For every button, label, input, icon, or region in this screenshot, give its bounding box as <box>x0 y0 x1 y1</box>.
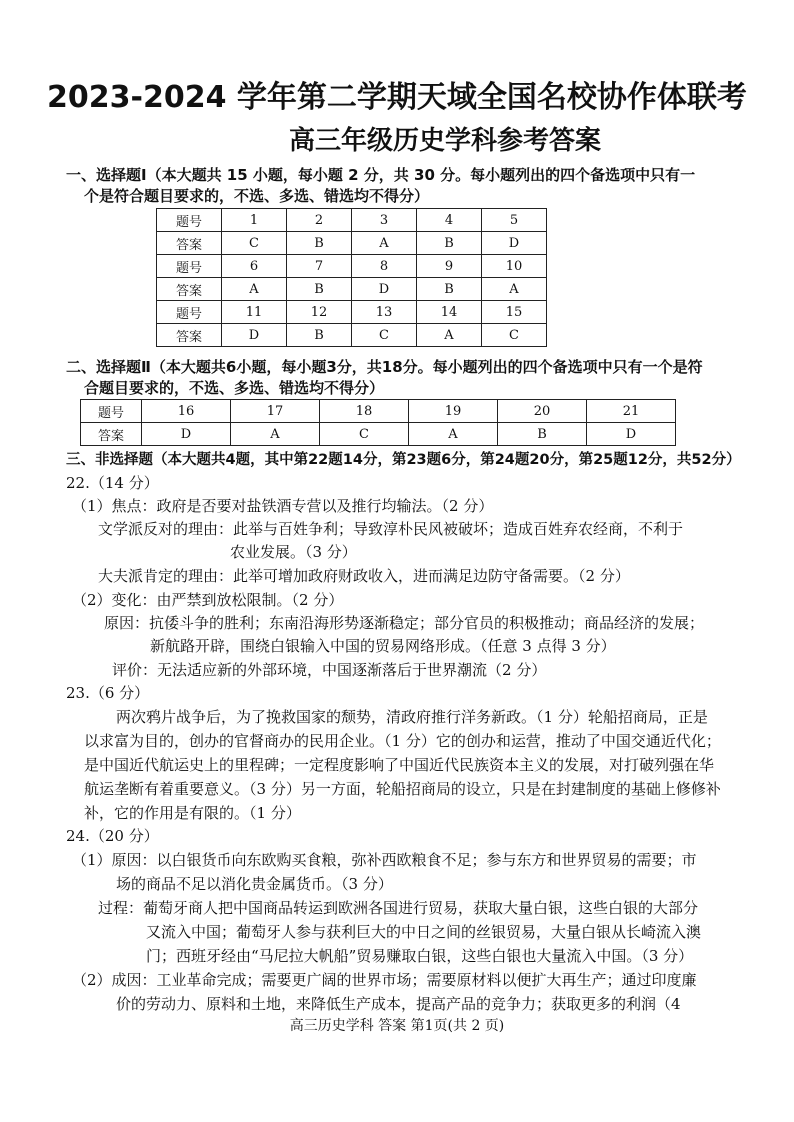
section1-heading-line1: 一、选择题Ⅰ（本大题共 15 小题，每小题 2 分，共 30 分。每小题列出的四个备选项中只有一 <box>66 166 696 184</box>
table-cell: 题号 <box>157 209 222 232</box>
q24-part1-reason-cont: 场的商品不足以消化贵金属货币。（3 分） <box>116 875 393 893</box>
table-cell: 4 <box>417 209 482 232</box>
table-cell: 8 <box>352 255 417 278</box>
table-cell: C <box>222 232 287 255</box>
q24-part2-cause-cont: 价的劳动力、原料和土地，来降低生产成本，提高产品的竞争力；获取更多的利润（4 <box>116 995 681 1013</box>
table-cell: 答案 <box>157 278 222 301</box>
table-cell: C <box>352 324 417 347</box>
table-cell: B <box>417 278 482 301</box>
table-row <box>157 255 547 278</box>
table-cell: 20 <box>498 400 587 423</box>
table-cell: 5 <box>482 209 547 232</box>
table-row <box>157 232 547 255</box>
table-row <box>81 423 676 446</box>
table-cell: 答案 <box>157 232 222 255</box>
q24-part1-reason: （1）原因：以白银货币向东欧购买食粮，弥补西欧粮食不足；参与东方和世界贸易的需要；市 <box>72 851 697 869</box>
table-row <box>157 209 547 232</box>
table-cell: B <box>287 324 352 347</box>
table-cell: 19 <box>409 400 498 423</box>
table-cell: 16 <box>142 400 231 423</box>
table-cell: D <box>222 324 287 347</box>
section1-answer-table <box>156 208 547 347</box>
section2-heading-line1: 二、选择题Ⅱ（本大题共6小题，每小题3分，共18分。每小题列出的四个备选项中只有一个是符 <box>66 358 703 376</box>
q22-part2-change: （2）变化：由严禁到放松限制。（2 分） <box>72 591 344 609</box>
q24-part1-process-cont1: 又流入中国；葡萄牙人参与获利巨大的中日之间的丝银贸易，大量白银从长崎流入澳 <box>146 923 702 941</box>
table-cell: 3 <box>352 209 417 232</box>
table-cell: 21 <box>587 400 676 423</box>
table-cell: B <box>287 278 352 301</box>
q22-official-reason: 大夫派肯定的理由：此举可增加政府财政收入，进而满足边防守备需要。（2 分） <box>98 567 630 585</box>
q24-part2-cause: （2）成因：工业革命完成；需要更广阔的世界市场；需要原材料以便扩大再生产；通过印度廉 <box>72 971 697 989</box>
q23-paragraph-line2: 以求富为目的，创办的官督商办的民用企业。（1 分）它的创办和运营，推动了中国交通近代化； <box>84 732 721 750</box>
table-cell: 答案 <box>157 324 222 347</box>
q22-part2-reason-cont: 新航路开辟，围绕白银输入中国的贸易网络形成。（任意 3 点得 3 分） <box>150 637 616 655</box>
table-cell: 题号 <box>157 255 222 278</box>
table-cell: B <box>287 232 352 255</box>
table-cell: 17 <box>231 400 320 423</box>
table-cell: 10 <box>482 255 547 278</box>
table-row <box>157 301 547 324</box>
table-cell: B <box>498 423 587 446</box>
q22-literati-reason-cont: 农业发展。（3 分） <box>230 543 357 561</box>
table-cell: D <box>352 278 417 301</box>
page-subtitle: 高三年级历史学科参考答案 <box>288 126 601 156</box>
q22-part1-focus: （1）焦点：政府是否要对盐铁酒专营以及推行均输法。（2 分） <box>72 497 494 515</box>
table-cell: A <box>409 423 498 446</box>
table-cell: D <box>142 423 231 446</box>
table-cell: 18 <box>320 400 409 423</box>
table-row <box>81 400 676 423</box>
q22-heading: 22.（14 分） <box>66 474 159 492</box>
q23-paragraph-line5: 补，它的作用是有限的。（1 分） <box>84 804 301 822</box>
q23-heading: 23.（6 分） <box>66 684 150 702</box>
page-footer: 高三历史学科 答案 第1页(共 2 页) <box>289 1018 505 1034</box>
table-cell: D <box>587 423 676 446</box>
table-cell: 题号 <box>81 400 142 423</box>
q23-paragraph-line4: 航运垄断有着重要意义。（3 分）另一方面，轮船招商局的设立，只是在封建制度的基础上修修补 <box>84 780 721 798</box>
table-cell: 6 <box>222 255 287 278</box>
q22-part2-reason: 原因：抗倭斗争的胜利；东南沿海形势逐渐稳定；部分官员的积极推动；商品经济的发展； <box>104 614 705 632</box>
table-cell: 13 <box>352 301 417 324</box>
table-cell: B <box>417 232 482 255</box>
table-cell: C <box>320 423 409 446</box>
table-cell: 12 <box>287 301 352 324</box>
q23-paragraph-line3: 是中国近代航运史上的里程碑；一定程度影响了中国近代民族资本主义的发展，对打破列强在华 <box>84 756 715 774</box>
table-cell: 题号 <box>157 301 222 324</box>
table-cell: 答案 <box>81 423 142 446</box>
section2-answer-table <box>80 399 676 446</box>
table-cell: 14 <box>417 301 482 324</box>
table-cell: A <box>222 278 287 301</box>
table-cell: 15 <box>482 301 547 324</box>
q22-part2-evaluation: 评价：无法适应新的外部环境，中国逐渐落后于世界潮流（2 分） <box>112 661 547 679</box>
table-cell: 1 <box>222 209 287 232</box>
section1-heading-line2: 个是符合题目要求的，不选、多选、错选均不得分） <box>84 187 430 205</box>
table-cell: D <box>482 232 547 255</box>
table-cell: 2 <box>287 209 352 232</box>
q24-heading: 24.（20 分） <box>66 827 159 845</box>
table-row <box>157 278 547 301</box>
q24-part1-process: 过程：葡萄牙商人把中国商品转运到欧洲各国进行贸易，获取大量白银，这些白银的大部分 <box>98 899 699 917</box>
table-cell: 9 <box>417 255 482 278</box>
table-cell: 11 <box>222 301 287 324</box>
table-cell: A <box>482 278 547 301</box>
q23-paragraph-line1: 两次鸦片战争后，为了挽救国家的颓势，清政府推行洋务新政。（1 分）轮船招商局，正是 <box>116 708 708 726</box>
q22-literati-reason: 文学派反对的理由：此举与百姓争利；导致淳朴民风被破坏；造成百姓弃农经商，不利于 <box>98 520 684 538</box>
q24-part1-process-cont2: 门；西班牙经由“马尼拉大帆船”贸易赚取白银，这些白银也大量流入中国。（3 分） <box>146 947 694 965</box>
section3-heading: 三、非选择题（本大题共4题，其中第22题14分，第23题6分，第24题20分，第25题12分，共52分） <box>66 452 741 468</box>
section2-heading-line2: 合题目要求的，不选、多选、错选均不得分） <box>84 379 385 397</box>
page-title: 2023-2024 学年第二学期天域全国名校协作体联考 <box>47 80 747 115</box>
table-cell: A <box>352 232 417 255</box>
table-cell: A <box>231 423 320 446</box>
table-row <box>157 324 547 347</box>
table-cell: C <box>482 324 547 347</box>
table-cell: 7 <box>287 255 352 278</box>
table-cell: A <box>417 324 482 347</box>
